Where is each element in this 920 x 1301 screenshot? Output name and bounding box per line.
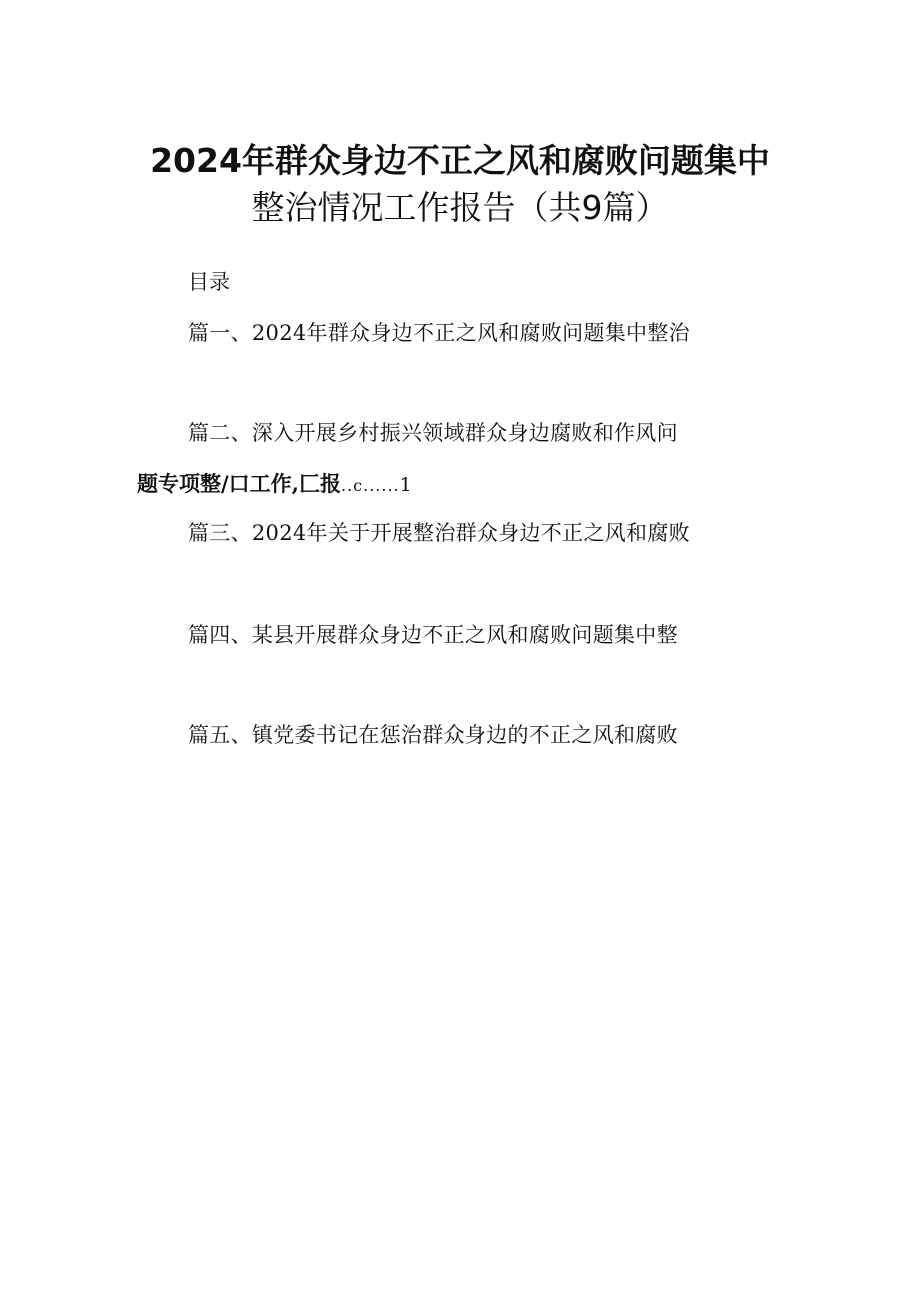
- toc-page-number: 1: [399, 474, 412, 496]
- toc-entry-2-continuation-text: 题专项整/口工作,匚报: [137, 471, 341, 496]
- toc-heading: 目录: [188, 270, 230, 294]
- toc-entry-4: 篇四、某县开展群众身边不正之风和腐败问题集中整: [188, 623, 678, 647]
- toc-entry-2: 篇二、深入开展乡村振兴领域群众身边腐败和作风问: [188, 421, 678, 445]
- toc-entry-5: 篇五、镇党委书记在惩治群众身边的不正之风和腐败: [188, 723, 678, 747]
- document-title-line-1: 2024年群众身边不正之风和腐败问题集中: [150, 141, 770, 180]
- document-title-line-2: 整治情况工作报告（共9篇）: [251, 188, 669, 227]
- toc-leader-dots: ..c......: [340, 476, 400, 495]
- toc-entry-3: 篇三、2024年关于开展整治群众身边不正之风和腐败: [188, 521, 690, 545]
- toc-entry-2-continuation: [137, 469, 412, 501]
- toc-entry-1: 篇一、2024年群众身边不正之风和腐败问题集中整治: [188, 321, 690, 345]
